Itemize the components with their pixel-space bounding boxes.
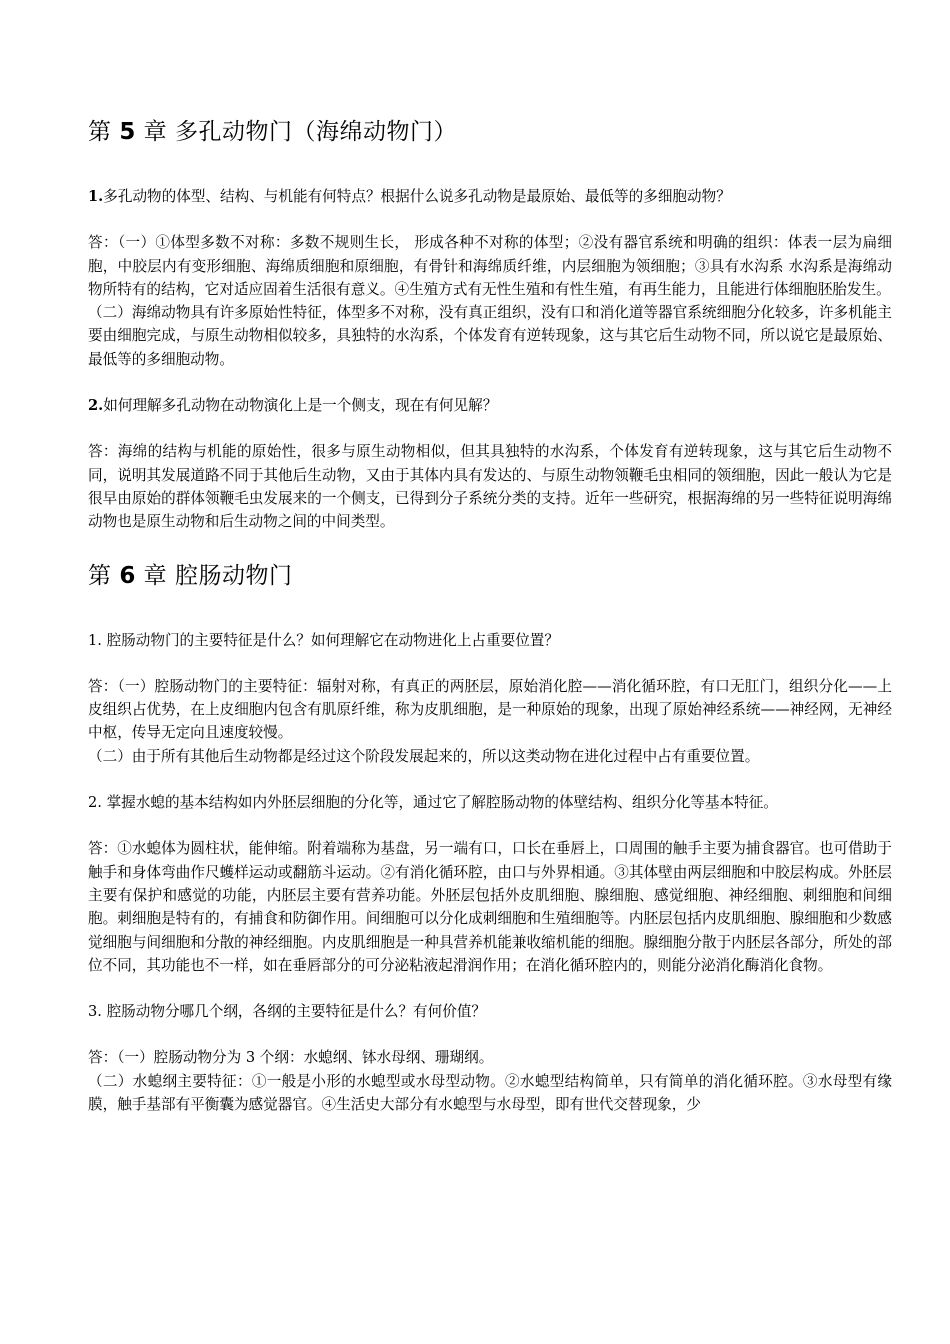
ch6-question-3: 3. 腔肠动物分哪几个纲，各纲的主要特征是什么？有何价值？ — [88, 1003, 487, 1021]
ch5-question-1-number: 1. — [88, 188, 104, 205]
chapter-6-prefix: 第 — [88, 562, 120, 589]
ch5-question-2-number: 2. — [88, 397, 104, 415]
chapter-5-title — [88, 112, 892, 152]
chapter-6-name: 章 腔肠动物门 — [135, 562, 293, 589]
chapter-6-title — [88, 556, 892, 596]
ch6-answer-1-part-2: （二）由于所有其他后生动物都是经过这个阶段发展起来的，所以这类动物在进化过程中占有重要位置。 — [88, 747, 760, 765]
chapter-5-name: 章 多孔动物门（海绵动物门） — [135, 119, 457, 145]
chapter-6-number: 6 — [119, 562, 136, 589]
chapter-5-prefix: 第 — [88, 119, 120, 145]
ch6-answer-3-part-1: 答：（一）腔肠动物分为 3 个纲：水螅纲、钵水母纲、珊瑚纲。 — [88, 1049, 494, 1067]
ch6-answer-1-part-1: 答：（一）腔肠动物门的主要特征：辐射对称，有真正的两胚层，原始消化腔——消化循环腔，有口无肛门，组织分化——上皮组织占优势，在上皮细胞内包含有肌原纤维，称为皮肌细胞，是一种原始的现象，出现了原始神经系统——神经网，无神经中枢，传导无定向且速度较慢。 — [88, 677, 892, 742]
ch6-question-2: 2. 掌握水螅的基本结构如内外胚层细胞的分化等，通过它了解腔肠动物的体壁结构、组织分化等基本特征。 — [88, 794, 778, 812]
ch6-question-1: 1. 腔肠动物门的主要特征是什么？如何理解它在动物进化上占重要位置？ — [88, 631, 559, 649]
ch5-question-1 — [88, 185, 892, 208]
ch5-answer-1-part-1: 答：（一）①体型多数不对称：多数不规则生长， 形成各种不对称的体型；②没有器官系统和明确的组织：体表一层为扁细胞，中胶层内有变形细胞、海绵质细胞和原细胞，有骨针和海绵质纤维，内层细胞为领细胞；③具有水沟系 水沟系是海绵动物所特有的结构，它对适应固着生活很有意义。④生殖方式有无性生殖和有性生殖，有再生能力，且能进行体细胞胚胎发生。 — [88, 234, 892, 298]
ch6-answer-3-part-2: （二）水螅纲主要特征：①一般是小形的水螅型或水母型动物。②水螅型结构简单，只有简单的消化循环腔。③水母型有缘膜，触手基部有平衡囊为感觉器官。④生活史大部分有水螅型与水母型，即有世代交替现象，少 — [88, 1072, 892, 1114]
chapter-5-number: 5 — [119, 119, 136, 145]
ch5-question-2-text: 如何理解多孔动物在动物演化上是一个侧支，现在有何见解？ — [103, 397, 498, 415]
ch5-answer-1-part-2: （二）海绵动物具有许多原始性特征，体型多不对称，没有真正组织，没有口和消化道等器官系统细胞分化较多，许多机能主要由细胞完成，与原生动物相似较多，具独特的水沟系，个体发育有逆转现象，这与其它后生动物不同，所以说它是最原始、最低等的多细胞动物。 — [88, 304, 892, 368]
document-page — [88, 112, 892, 1116]
ch5-answer-2: 答：海绵的结构与机能的原始性，很多与原生动物相似，但其具独特的水沟系，个体发育有逆转现象，这与其它后生动物不同，说明其发展道路不同于其他后生动物，又由于其体内具有发达的、与原生动物领鞭毛虫相同的领细胞，因此一般认为它是很早由原始的群体领鞭毛虫发展来的一个侧支，已得到分子系统分类的支持。近年一些研究，根据海绵的另一些特征说明海绵动物也是原生动物和后生动物之间的中间类型。 — [88, 443, 892, 531]
ch5-question-1-text: 多孔动物的体型、结构、与机能有何特点？根据什么说多孔动物是最原始、最低等的多细胞动物？ — [103, 188, 731, 205]
ch5-question-2 — [88, 394, 892, 417]
ch6-answer-2: 答：①水螅体为圆柱状，能伸缩。附着端称为基盘，另一端有口，口长在垂唇上，口周围的触手主要为捕食器官。也可借助于触手和身体弯曲作尺蠖样运动或翻筋斗运动。②有消化循环腔，由口与外界相通。③其体壁由两层细胞和中胶层构成。外胚层主要有保护和感觉的功能，内胚层主要有营养功能。外胚层包括外皮肌细胞、腺细胞、感觉细胞、神经细胞、刺细胞和间细胞。刺细胞是特有的，有捕食和防御作用。间细胞可以分化成刺细胞和生殖细胞等。内胚层包括内皮肌细胞、腺细胞和少数感觉细胞与间细胞和分散的神经细胞。内皮肌细胞是一种具营养机能兼收缩机能的细胞。腺细胞分散于内胚层各部分，所处的部位不同，其功能也不一样，如在垂唇部分的可分泌粘液起滑润作用；在消化循环腔内的，则能分泌消化酶消化食物。 — [88, 840, 892, 974]
